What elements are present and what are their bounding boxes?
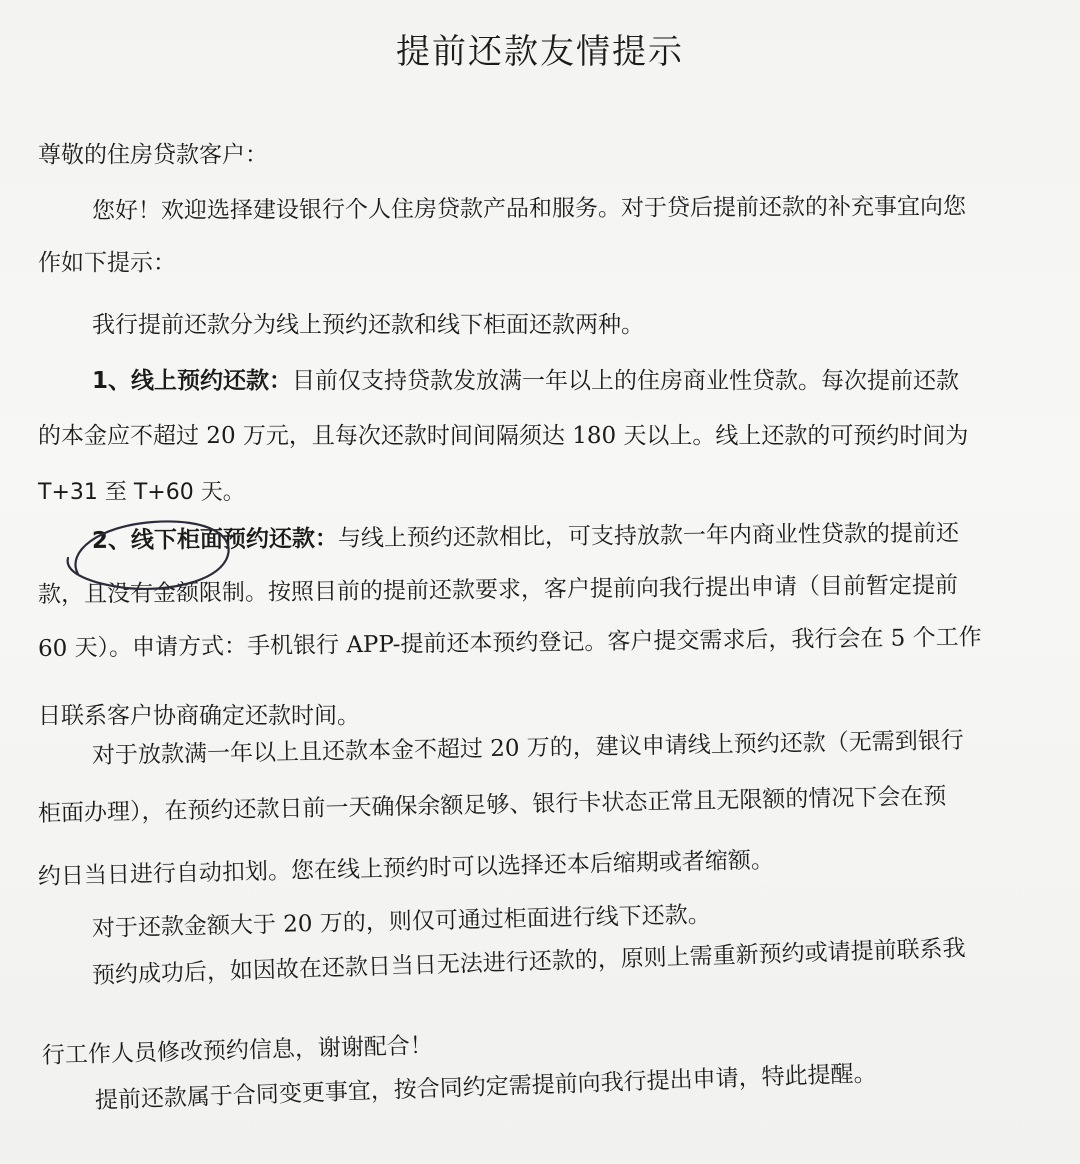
section1-line-3: T+31 至 T+60 天。 <box>38 480 245 505</box>
salutation: 尊敬的住房贷款客户： <box>38 142 268 168</box>
section1-line-1-text: 目前仅支持贷款发放满一年以上的住房商业性贷款。每次提前还款 <box>292 368 960 394</box>
reschedule-line-2: 行工作人员修改预约信息，谢谢配合！ <box>41 1032 434 1069</box>
over20-paragraph: 对于还款金额大于 20 万的，则仅可通过柜面进行线下还款。 <box>91 901 712 942</box>
overview-paragraph: 我行提前还款分为线上预约还款和线下柜面还款两种。 <box>92 312 644 338</box>
section2-line-2: 款，且没有金额限制。按照目前的提前还款要求，客户提前向我行提出申请（目前暂定提前 <box>37 572 959 608</box>
section2-line-4: 日联系客户协商确定还款时间。 <box>38 703 360 729</box>
section2-line-1 <box>92 522 959 553</box>
under20-line-3: 约日当日进行自动扣划。您在线上预约时可以选择还本后缩期或者缩额。 <box>37 847 775 890</box>
section1-line-1 <box>92 370 959 393</box>
section2-line-1-text: 与线上预约还款相比，可支持放款一年内商业性贷款的提前还 <box>337 520 960 552</box>
section2-heading: 2、线下柜面预约还款： <box>91 525 339 554</box>
intro-line-2: 作如下提示： <box>38 250 176 276</box>
section1-heading: 1、线上预约还款： <box>92 368 293 394</box>
document-title: 提前还款友情提示 <box>396 32 684 72</box>
contract-paragraph: 提前还款属于合同变更事宜，按合同约定需提前向我行提出申请，特此提醒。 <box>94 1060 877 1114</box>
intro-line-1: 您好！欢迎选择建设银行个人住房贷款产品和服务。对于贷后提前还款的补充事宜向您 <box>91 193 967 225</box>
reschedule-line-1: 预约成功后，如因故在还款日当日无法进行还款的，原则上需重新预约或请提前联系我 <box>91 935 966 989</box>
under20-line-1: 对于放款满一年以上且还款本金不超过 20 万的，建议申请线上预约还款（无需到银行 <box>91 727 964 769</box>
under20-line-2: 柜面办理），在预约还款日前一天确保余额足够、银行卡状态正常且无限额的情况下会在预 <box>37 783 947 827</box>
section1-line-2: 的本金应不超过 20 万元，且每次还款时间间隔须达 180 天以上。线上还款的可预约时间为 <box>38 423 969 449</box>
section2-line-3: 60 天）。申请方式：手机银行 APP-提前还本预约登记。客户提交需求后，我行会在 5 个工作 <box>37 624 982 662</box>
